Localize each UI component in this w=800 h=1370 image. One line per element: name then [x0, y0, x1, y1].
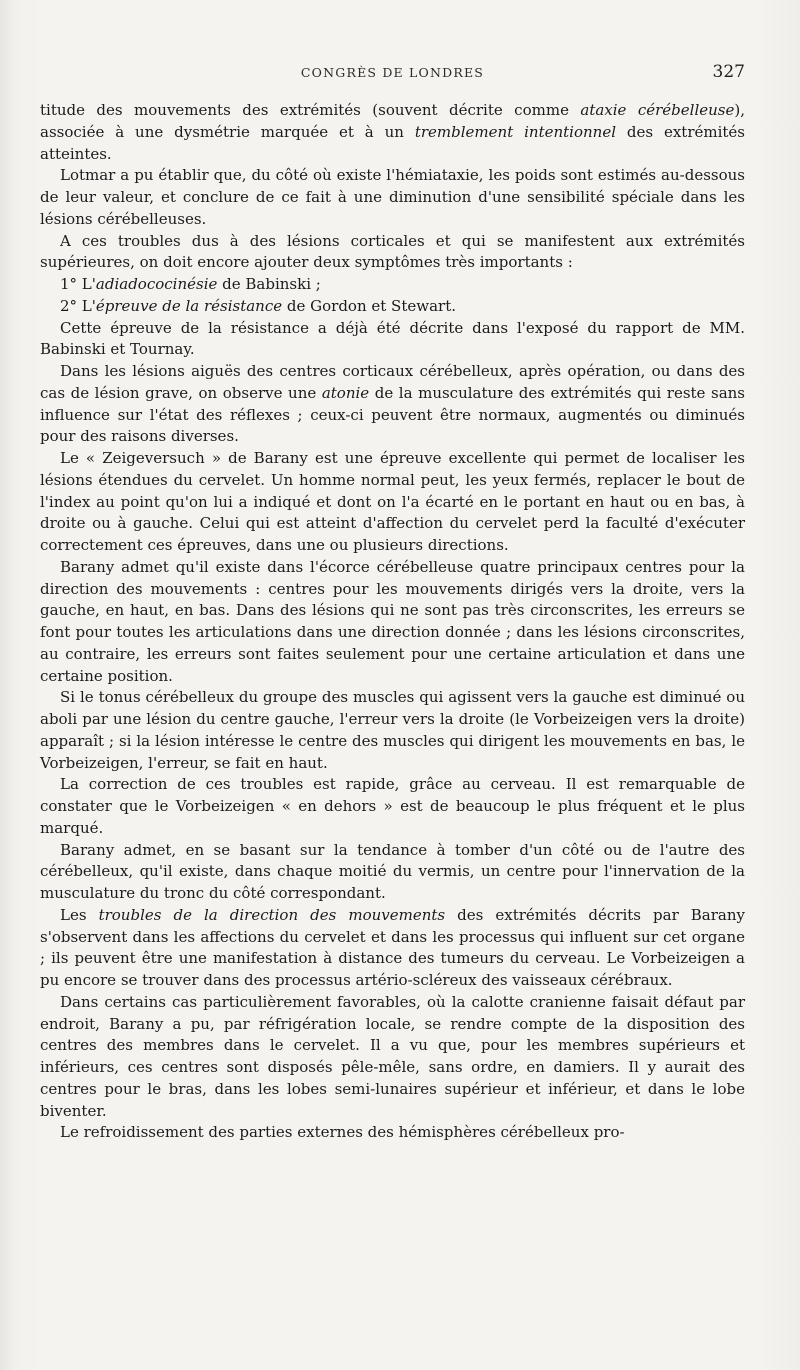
italic-term: troubles de la direction des mouvements [98, 905, 446, 924]
text-run: Lotmar a pu établir que, du côté où existe l'hémiataxie, les poids sont estimés au-dessous de leur valeur, et conclure de ce fait à une diminution d'une sensibilité spéciale dans les lésions cérébelleuses. [40, 166, 745, 228]
italic-term: épreuve de la résistance [95, 296, 283, 315]
paragraph [40, 165, 745, 230]
text-run: Si le tonus cérébelleux du groupe des muscles qui agissent vers la gauche est diminué ou aboli par une lésion du centre gauche, l'erreur vers la droite (le Vorbeizeigen vers la droite) apparaît ; si la lésion intéresse le centre des muscles qui dirigent les mouvements en bas, le Vorbeizeigen, l'erreur, se fait en haut. [40, 688, 745, 772]
text-run: Les [60, 905, 99, 924]
text-run: des extrémités atteintes. [40, 122, 745, 163]
text-run: de Gordon et Stewart. [282, 296, 456, 315]
paragraph [40, 687, 745, 774]
paragraph [40, 231, 745, 275]
italic-term: ataxie cérébelleuse [580, 101, 735, 119]
paragraph [40, 448, 745, 557]
paragraph [40, 1122, 745, 1144]
text-run: Le « Zeigeversuch » de Barany est une épreuve excellente qui permet de localiser les lésions étendues du cervelet. Un homme normal peut, les yeux fermés, replacer le bout de l'index au point qu'on lui a indiqué et dont on l'a écarté en le portant en haut ou en bas, à droite ou à gauche. Celui qui est atteint d'affection du cervelet perd la faculté d'exécuter correctement ces épreuves, dans une ou plusieurs directions. [40, 449, 745, 554]
text-run: 2° L' [60, 296, 96, 315]
italic-term: atonie [321, 383, 370, 402]
list-item-paragraph [40, 296, 745, 318]
text-run: 1° L' [60, 275, 96, 293]
paragraph [40, 905, 745, 992]
text-run: Dans certains cas particulièrement favorables, où la calotte cranienne faisait défaut par endroit, Barany a pu, par réfrigération locale, se rendre compte de la disposition des centres des membres dans le cervelet. Il a vu que, pour les membres supérieurs et inférieurs, ces centres sont disposés pêle-mêle, sans ordre, en damiers. Il y aurait des centres pour le bras, dans les lobes semi-lunaires supérieur et inférieur, et dans le lobe biventer. [40, 992, 745, 1120]
text-run: Dans les lésions aiguës des centres corticaux cérébelleux, après opération, ou dans des cas de lésion grave, on observe une [40, 362, 745, 402]
text-run: de la musculature des extrémités qui reste sans influence sur l'état des réflexes ; ceux-ci peuvent être normaux, augmentés ou diminués pour des raisons diverses. [40, 383, 745, 446]
page-header [40, 62, 745, 86]
italic-term: tremblement intentionnel [414, 122, 616, 141]
text-run: La correction de ces troubles est rapide, grâce au cerveau. Il est remarquable de constater que le Vorbeizeigen « en dehors » est de beaucoup le plus fréquent et le plus marqué. [40, 775, 745, 837]
paragraph [40, 318, 745, 362]
italic-term: adiadococinésie [95, 275, 218, 293]
paragraph [40, 557, 745, 688]
paragraph [40, 774, 745, 839]
text-run: de Babinski ; [217, 275, 321, 293]
list-item-paragraph [40, 274, 745, 296]
page-number: 327 [712, 62, 745, 82]
text-run: Le refroidissement des parties externes des hémisphères cérébelleux pro- [60, 1123, 625, 1142]
paragraph [40, 100, 745, 165]
paragraph [40, 992, 745, 1123]
paragraph [40, 361, 745, 448]
text-run: A ces troubles dus à des lésions corticales et qui se manifestent aux extrémités supérieures, on doit encore ajouter deux symptômes très importants : [40, 231, 745, 272]
paragraph [40, 840, 745, 905]
text-run: ), associée à une dysmétrie marquée et à un [40, 101, 745, 141]
text-run: Barany admet, en se basant sur la tendance à tomber d'un côté ou de l'autre des cérébelleux, qu'il existe, dans chaque moitié du vermis, un centre pour l'innervation de la musculature du tronc du côté correspondant. [40, 840, 745, 902]
text-run: des extrémités décrits par Barany s'observent dans les affections du cervelet et dans les processus qui influent sur cet organe ; ils peuvent être une manifestation à distance des tumeurs du cerveau. Le Vorbeizeigen a pu encore se trouver dans des processus artério-scléreux des vaisseaux cérébraux. [40, 905, 746, 989]
text-run: Cette épreuve de la résistance a déjà été décrite dans l'exposé du rapport de MM. Babinski et Tournay. [40, 318, 745, 359]
text-run: titude des mouvements des extrémités (souvent décrite comme [40, 101, 581, 119]
running-title: CONGRÈS DE LONDRES [300, 65, 485, 80]
text-run: Barany admet qu'il existe dans l'écorce cérébelleuse quatre principaux centres pour la direction des mouvements : centres pour les mouvements dirigés vers la droite, vers la gauche, en haut, en bas. Dans des lésions qui ne sont pas très circonscrites, les erreurs se font pour toutes les articulations dans une direction donnée ; dans les lésions circonscrites, au contraire, les erreurs sont faites seulement pour une certaine articulation et dans une certaine position. [40, 557, 745, 685]
body-text [40, 100, 745, 1144]
